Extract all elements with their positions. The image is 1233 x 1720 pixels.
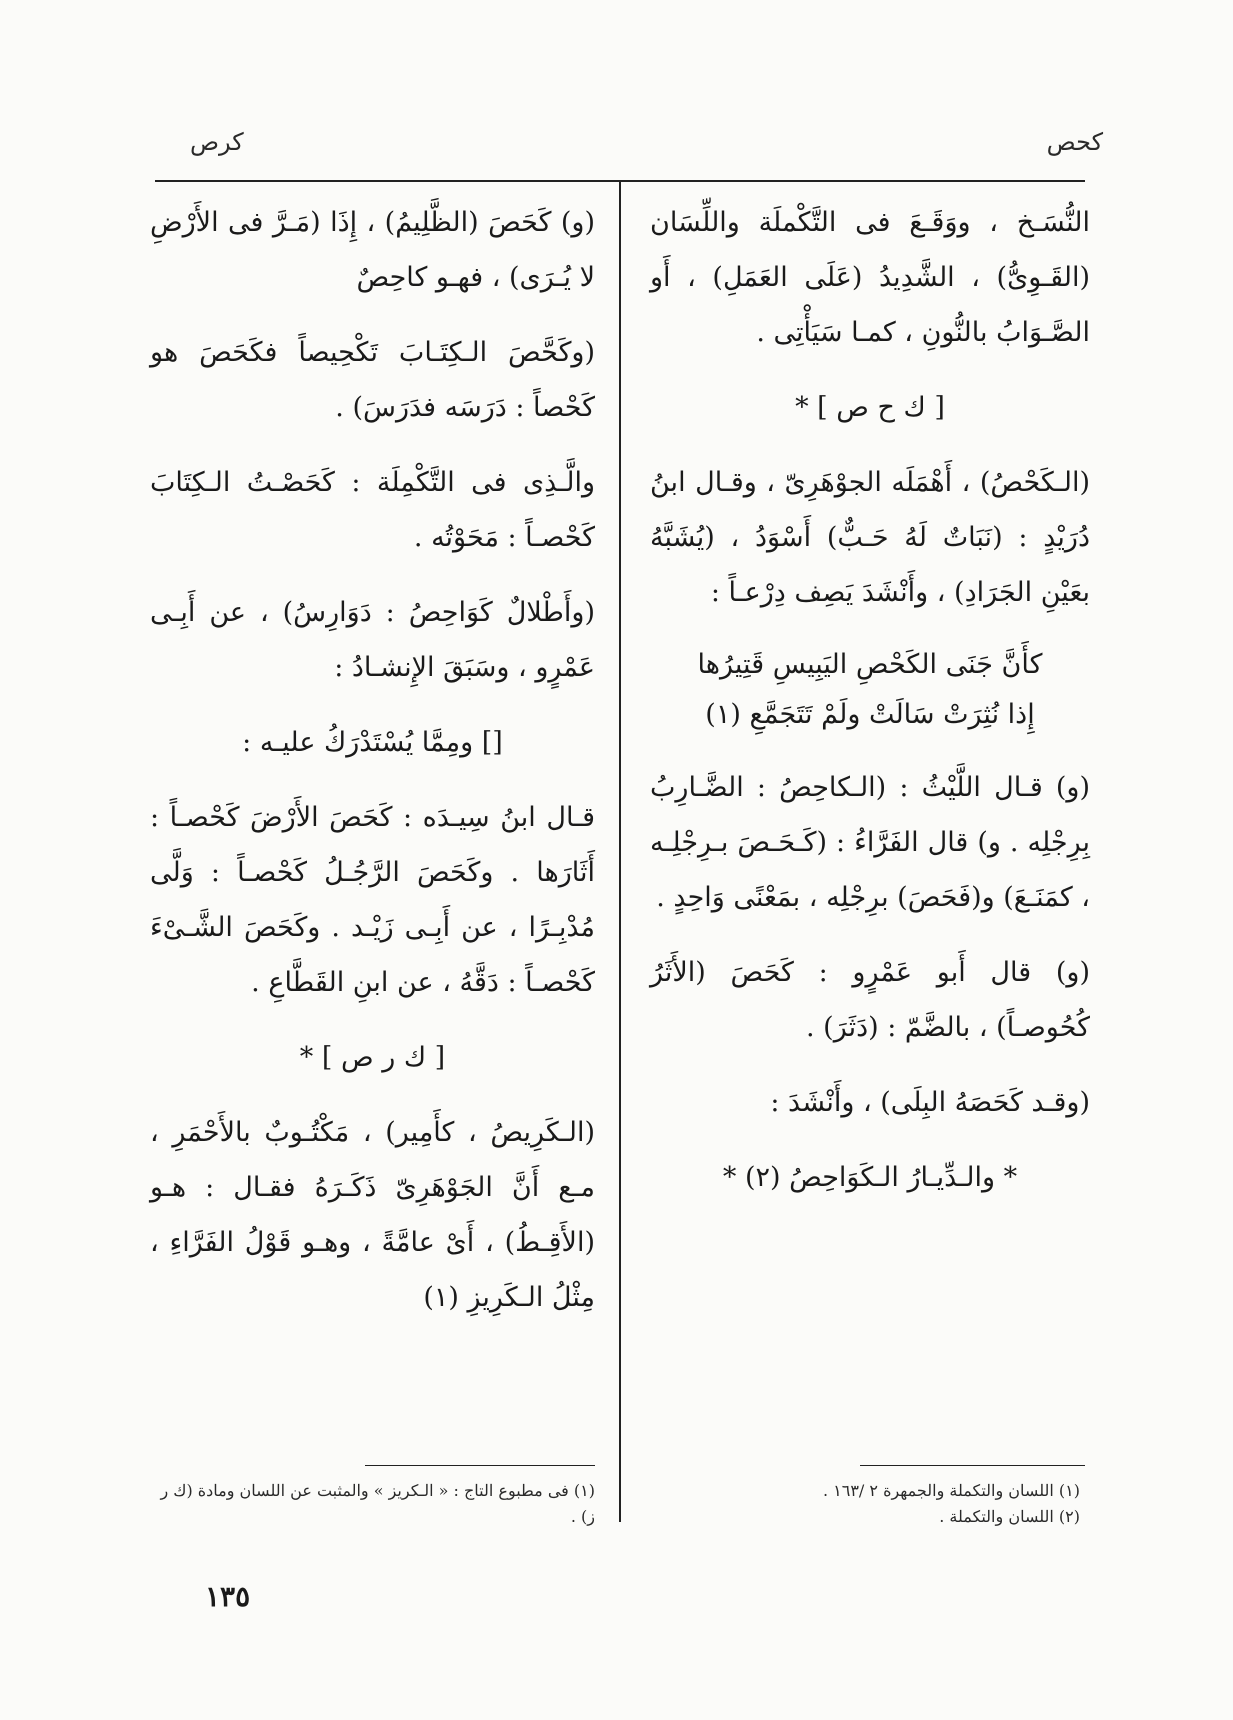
footnotes-left xyxy=(150,1478,595,1530)
entry-text: والَّـذِى فى التَّكْمِلَة : كَحَصْـتُ الـكِتَابَ كَحْصـاً : مَحَوْتُه . xyxy=(150,467,595,553)
entry-text: قـال ابنُ سِيـدَه : كَحَصَ الأَرْضَ كَحْصـاً : أَثَارَها . وكَحَصَ الرَّجُـلُ كَحْصـاً : وَلَّى مُدْبِـرًا ، عن أَبِـى زَيْـد . وكَحَصَ الشَّـىْءَ كَحْصـاً : دَقَّهُ ، عن ابنِ القَطَّاعِ . xyxy=(150,802,595,998)
running-head-right: كحص xyxy=(1046,128,1103,156)
entry-heading-krs: [ ك ر ص ] * xyxy=(299,1042,446,1073)
column-divider xyxy=(619,182,621,1522)
entry-text: (و) قال أَبو عَمْرٍو : كَحَصَ (الأَثَرُ كُحُوصـاً) ، بالضَّمّ : (دَثَرَ) . xyxy=(650,957,1090,1043)
addendum-heading: [] ومِمَّا يُسْتَدْرَكُ عليـه : xyxy=(242,727,503,758)
entry-text: (و) كَحَصَ (الظَّلِيمُ) ، إِذَا (مَـرَّ فى الأَرْضِ لا يُـرَى) ، فهـو كاحِصٌ xyxy=(150,207,595,293)
entry-text: (وكَحَّصَ الـكِتَـابَ تَكْحِيصاً فكَحَصَ هو كَحْصاً : دَرَسَه فدَرَسَ) . xyxy=(150,337,595,423)
footnotes-right xyxy=(650,1478,1080,1530)
entry-text: النُّسَـخ ، ووَقَـعَ فى التَّكْملَة واللِّسَان (القَـوِىُّ) ، الشَّدِيدُ (عَلَى العَمَلِ) ، أَو الصَّـوَابُ بالنُّونِ ، كمـا سَيَأْتِى . xyxy=(650,207,1090,348)
page-number: ١٣٥ xyxy=(205,1580,251,1613)
left-column xyxy=(150,195,595,1345)
verse-fragment: * والـدِّيـارُ الـكَوَاحِصُ (٢) * xyxy=(722,1162,1018,1193)
footnote-rule-left xyxy=(365,1465,595,1466)
footnote: (١) فى مطبوع التاج : « الـكريز » والمثبت عن اللسان ومادة (ك ر ز) . xyxy=(160,1481,595,1526)
verse-line: إِذا نُثِرَتْ سَالَتْ ولَمْ تَتَجَمَّعِ (١) xyxy=(705,699,1035,730)
verse-block xyxy=(650,640,1090,740)
entry-text: (الـكَحْصُ) ، أَهْمَلَه الجوْهَرِىّ ، وقـال ابنُ دُرَيْدٍ : (نَبَاتٌ لَهُ حَـبٌّ) أَسْوَدُ ، (يُشَبَّهُ بعَيْنِ الجَرَادِ) ، وأَنْشَدَ يَصِف دِرْعـاً : xyxy=(650,467,1090,608)
entry-text: (و) قـال اللَّيْثُ : (الـكاحِصُ : الضَّـارِبُ بِرِجْلِه . و) قال الفَرَّاءُ : (كَـحَـصَ بـرِجْلِـه ، كمَنَـعَ) و(فَحَصَ) برِجْلِه ، بمَعْنًى وَاحِدٍ . xyxy=(650,772,1090,913)
running-head-left: كرص xyxy=(190,128,244,156)
footnote-rule-right xyxy=(860,1465,1085,1466)
entry-heading-khs: [ ك ح ص ] * xyxy=(795,392,945,423)
entry-text: (الـكَرِيصُ ، كأَمِير) ، مَكْتُـوبٌ بالأَحْمَرِ ، مـع أَنَّ الجَوْهَرِىّ ذَكَـرَهُ فقـال : هـو (الأَقِـطُ) ، أَىْ عامَّةً ، وهـو قَوْلُ الفَرَّاءِ ، مِثْلُ الـكَرِيزِ (١) xyxy=(150,1117,595,1313)
footnote: (١) اللسان والتكملة والجمهرة ٢ /١٦٣ . xyxy=(822,1481,1080,1500)
footnote: (٢) اللسان والتكملة . xyxy=(939,1507,1080,1526)
verse-line: كأَنَّ جَنَى الكَحْصِ اليَبِيسِ قَتِيرُها xyxy=(697,649,1043,680)
right-column xyxy=(650,195,1090,1225)
entry-text: (وأَطْلالٌ كَوَاحِصُ : دَوَارِسُ) ، عن أَبِـى عَمْرٍو ، وسَبَقَ الإِنشـادُ : xyxy=(150,597,595,683)
entry-text: (وقـد كَحَصَهُ البِلَى) ، وأَنْشَدَ : xyxy=(770,1087,1090,1118)
